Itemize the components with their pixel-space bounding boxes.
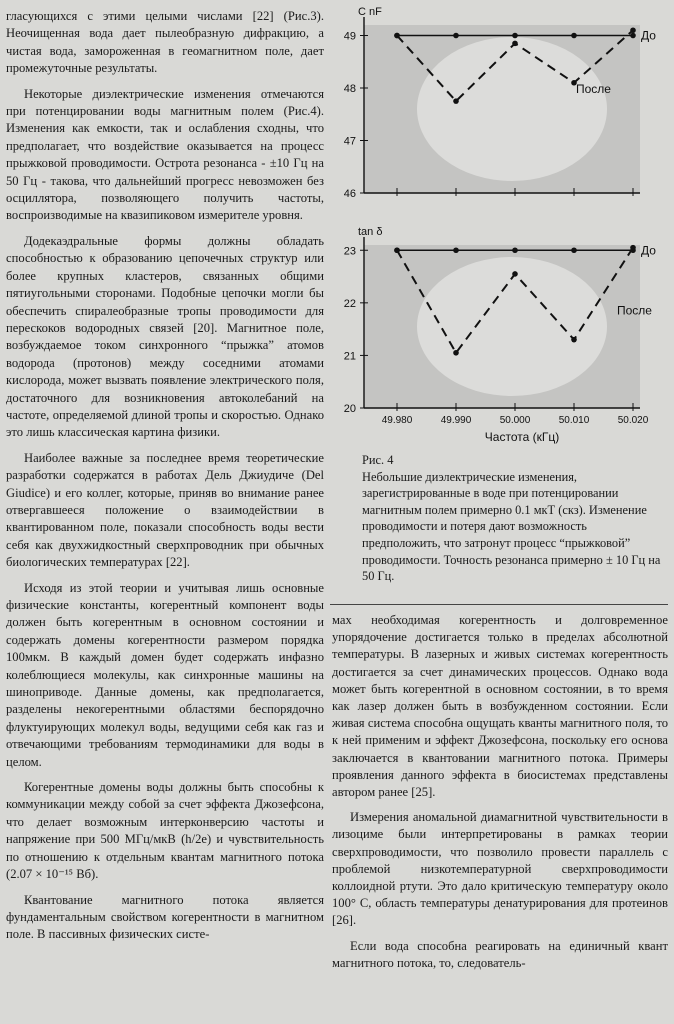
x-tick-label: 49.990: [440, 415, 472, 426]
plot-highlight: [417, 37, 607, 181]
paragraph: Некоторые диэлектрические изменения отмечаются при потенцировании воды магнитным полем (Рис.4). Изменения как емкости, так и ослабления сходны, что предполагает, что воздействие оказывается на процесс прыжковой проводимости. Острота резонанса - ±10 Гц на 50 Гц - такова, что дальнейший прогресс невозможен без осциллятора, позволяющего получить частоты, воспроизводимые на квазипиковом измерителе уровня.: [6, 86, 324, 223]
paragraph: Когерентные домены воды должны быть способны к коммуникации между собой за счет эффекта Джозефсона, что делает возможным интерконверсию частоты и напряжение при 500 МГц/мкВ (h/2e) и чувствительность по отношению к отдельным квантам магнитного потока (2.07 × 10⁻¹⁵ Вб).: [6, 780, 324, 882]
paragraph: Если вода способна реагировать на единичный квант магнитного потока, то, следователь-: [332, 938, 668, 970]
caption-text: Небольшие диэлектрические изменения, зарегистрированные в воде при потенцировании магнитным полем примерно 0.1 мкТ (скз). Изменение проводимости и потеря дают возможность предположить, что затронут процесс “прыжковой” проводимости. Точность резонанса примерно ± 10 Гц на 50 Гц.: [362, 469, 661, 584]
figure-4: [332, 0, 674, 455]
caption-title: Рис. 4: [362, 453, 394, 467]
right-text-column: [332, 612, 668, 980]
paragraph: Измерения аномальной диамагнитной чувствительности в лизоциме были интерпретированы в рамках теории сверхпроводимости, что позволило провести параллель с проблемой низкотемпературной сверхпроводимости коллоидной ртути. Это дало критическую температуру около 100° С, область температуры денатурирования для протеинов [26].: [332, 810, 668, 928]
figure-caption: [362, 452, 662, 585]
paragraph: гласующихся с этими целыми числами [22] (Рис.3). Неочищенная вода дает пылеобразную дифракцию, а чистая вода, замороженная в геомагнитном поле, дает промежуточные результаты.: [6, 9, 324, 76]
data-point: [512, 247, 518, 253]
x-tick-label: 50.000: [499, 415, 531, 426]
paragraph: Исходя из этой теории и учитывая лишь основные физические константы, когерентный компонент воды должен быть когерентным в основном состоянии и содержать домены когерентности размером порядка 100мкм. В каждый домен будет содержать инфазно колеблющиеся молекулы, как синхронные машины на шиноприводе. Данные домены, как предполагается, разделены некогерентными областями беспорядочно флуктуирующих молекул воды, ведущими себя как газ и отвечающими требованиям термодинамики для воды в целом.: [6, 580, 324, 769]
paragraph: Додекаэдральные формы должны обладать способностью к образованию цепочечных структур или более крупных кластеров, связанных общими пятиугольными сторонами. Подобные цепочки могли бы обеспечить спиралеобразные тропы проводимости для перескоков водородных связей [20]. Магнитное поле, возбуждаемое током синхронного “прыжка” атомов водорода (протонов) между соседними атомами кислорода, может вызвать появление электрического поля, достаточного для возникновения автоколебаний на частоте, определяемой длиной тропы и скоростью. Однако это лишь классическая картина физики.: [6, 233, 324, 440]
data-point: [630, 245, 636, 251]
data-point: [512, 41, 518, 47]
y-tick-label: 22: [343, 297, 356, 310]
data-point: [571, 247, 577, 253]
data-point: [394, 33, 400, 39]
x-tick-label: 50.020: [617, 415, 649, 426]
x-tick-label: 49.980: [381, 415, 413, 426]
legend-label-before: До: [641, 28, 656, 43]
y-tick-label: 47: [343, 135, 356, 148]
legend-label-after: После: [576, 81, 611, 96]
legend-label-after: После: [617, 303, 652, 318]
tan-delta-chart: [344, 226, 657, 444]
left-text-column: [6, 8, 324, 952]
y-tick-label: 48: [343, 83, 356, 95]
paragraph: мах необходимая когерентность и долговременное упорядочение достигается только в пределах абсолютной температуры. В лазерных и живых системах когерентность достигается за счет динамических процессов. Однако вода может быть когерентной в основном состоянии, в то время как лазер должен быть в возбужденном состоянии. Если живая система способна ощущать кванты магнитного поля, то к ней применим и эффект Джозефсона, поскольку его основа заключается в квантовании магнитного потока. Примеры проявления данного эффекта в биосистемах представлены автором ранее [25].: [332, 613, 668, 800]
y-tick-label: 49: [343, 30, 356, 43]
data-point: [453, 247, 459, 253]
figure-4-charts: [332, 0, 674, 455]
y-tick-label: 46: [343, 188, 356, 200]
data-point: [453, 98, 459, 104]
y-tick-label: 20: [343, 403, 356, 415]
data-point: [453, 350, 459, 356]
data-point: [394, 247, 400, 253]
y-tick-label: 21: [343, 350, 356, 363]
x-tick-label: 50.010: [558, 415, 590, 426]
y-axis-label: tan δ: [358, 226, 383, 238]
legend-label-before: До: [641, 243, 656, 258]
paragraph: Наиболее важные за последнее время теоретические разработки содержатся в работах Дель Джиудиче (Del Giudice) и его коллег, которые, приняв во внимание ранее отвергавшееся положение о взаимодействии в квантированном поле, показали способность воды вести себя как двухжидкостный сверхпроводник при обычных биологических температурах [22].: [6, 450, 324, 570]
data-point: [571, 33, 577, 39]
data-point: [630, 33, 636, 39]
x-axis-label: Частота (кГц): [484, 430, 560, 444]
data-point: [512, 271, 518, 277]
data-point: [512, 33, 518, 39]
data-point: [630, 27, 636, 33]
capacitance-chart: [344, 6, 657, 200]
column-divider: [330, 604, 668, 605]
y-axis-label: C nF: [358, 6, 382, 18]
data-point: [453, 33, 459, 39]
paragraph: Квантование магнитного потока является фундаментальным свойством когерентности в магнитном поле. В пассивных физических систе-: [6, 892, 324, 942]
data-point: [571, 337, 577, 343]
y-tick-label: 23: [343, 245, 356, 258]
